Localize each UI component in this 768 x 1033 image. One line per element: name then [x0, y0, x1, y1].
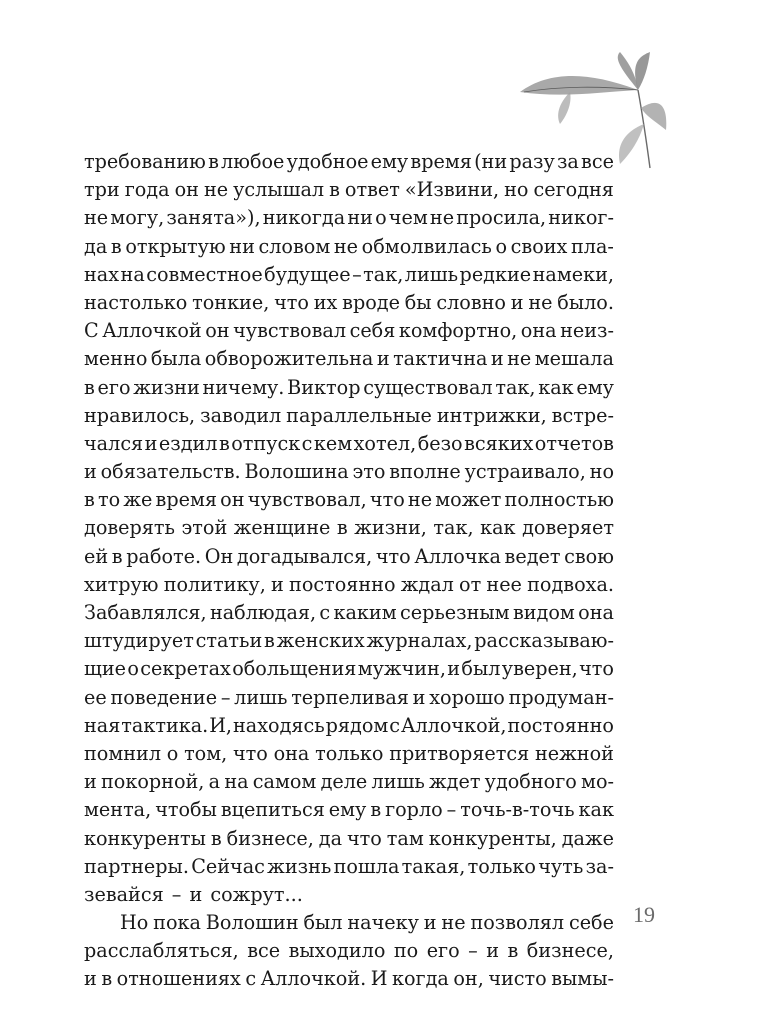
text-line: мента, чтобы вцепиться ему в горло – точь-в-точь как	[84, 798, 614, 822]
text-line: и покорной, а на самом деле лишь ждет удобного мо-	[84, 770, 614, 794]
text-line: штудирует статьи в женских журналах, рассказываю-	[84, 629, 614, 653]
text-line: хитрую политику, и постоянно ждал от нее подвоха.	[84, 572, 614, 596]
text-line: чался и ездил в отпуск с кем хотел, безо всяких отчетов	[84, 431, 614, 455]
text-line: щие о секретах обольщения мужчин, и был уверен, что	[84, 657, 614, 681]
text-line: в то же время он чувствовал, что не может полностью	[84, 488, 614, 512]
text-line: и обязательств. Волошина это вполне устраивало, но	[84, 460, 614, 484]
text-line: требованию в любое удобное ему время (ни разу за все	[84, 150, 614, 173]
paragraph-start-line: Но пока Волошин был начеку и не позволял себе	[120, 911, 614, 935]
text-line: ная тактика. И, находясь рядом с Аллочкой, постоянно	[84, 713, 614, 737]
paragraph-end-line: зевайся – и сожрут...	[84, 882, 303, 906]
text-line: помнил о том, что она только притворяется нежной	[84, 741, 614, 765]
text-line: и в отношениях с Аллочкой. И когда он, чисто вымы-	[84, 967, 614, 991]
text-line: партнеры. Сейчас жизнь пошла такая, только чуть за-	[84, 854, 614, 878]
text-line: Забавлялся, наблюдая, с каким серьезным видом она	[84, 601, 614, 624]
body-text	[84, 148, 614, 994]
text-line: настолько тонкие, что их вроде бы словно и не было.	[84, 290, 614, 314]
text-line: нах на совместное будущее – так, лишь редкие намеки,	[84, 262, 614, 286]
text-line: С Аллочкой он чувствовал себя комфортно, она неиз-	[84, 319, 614, 343]
text-line: три года он не услышал в ответ «Извини, но сегодня	[84, 178, 614, 202]
text-line: менно была обворожительна и тактична и не мешала	[84, 347, 614, 371]
text-line: ей в работе. Он догадывался, что Аллочка ведет свою	[84, 544, 614, 568]
text-line: расслабляться, все выходило по его – и в бизнесе,	[84, 939, 614, 963]
text-line: не могу, занята»), никогда ни о чем не просила, никог-	[84, 206, 614, 230]
text-line: в его жизни ничему. Виктор существовал так, как ему	[84, 375, 614, 399]
page-number: 19	[633, 902, 655, 927]
text-line: да в открытую ни словом не обмолвилась о своих пла-	[84, 234, 614, 258]
text-line: конкуренты в бизнесе, да что там конкуренты, даже	[84, 826, 614, 850]
text-line: доверять этой женщине в жизни, так, как доверяет	[84, 516, 614, 540]
text-line: нравилось, заводил параллельные интрижки, встре-	[84, 403, 614, 427]
text-line: ее поведение – лишь терпеливая и хорошо продуман-	[84, 685, 614, 709]
